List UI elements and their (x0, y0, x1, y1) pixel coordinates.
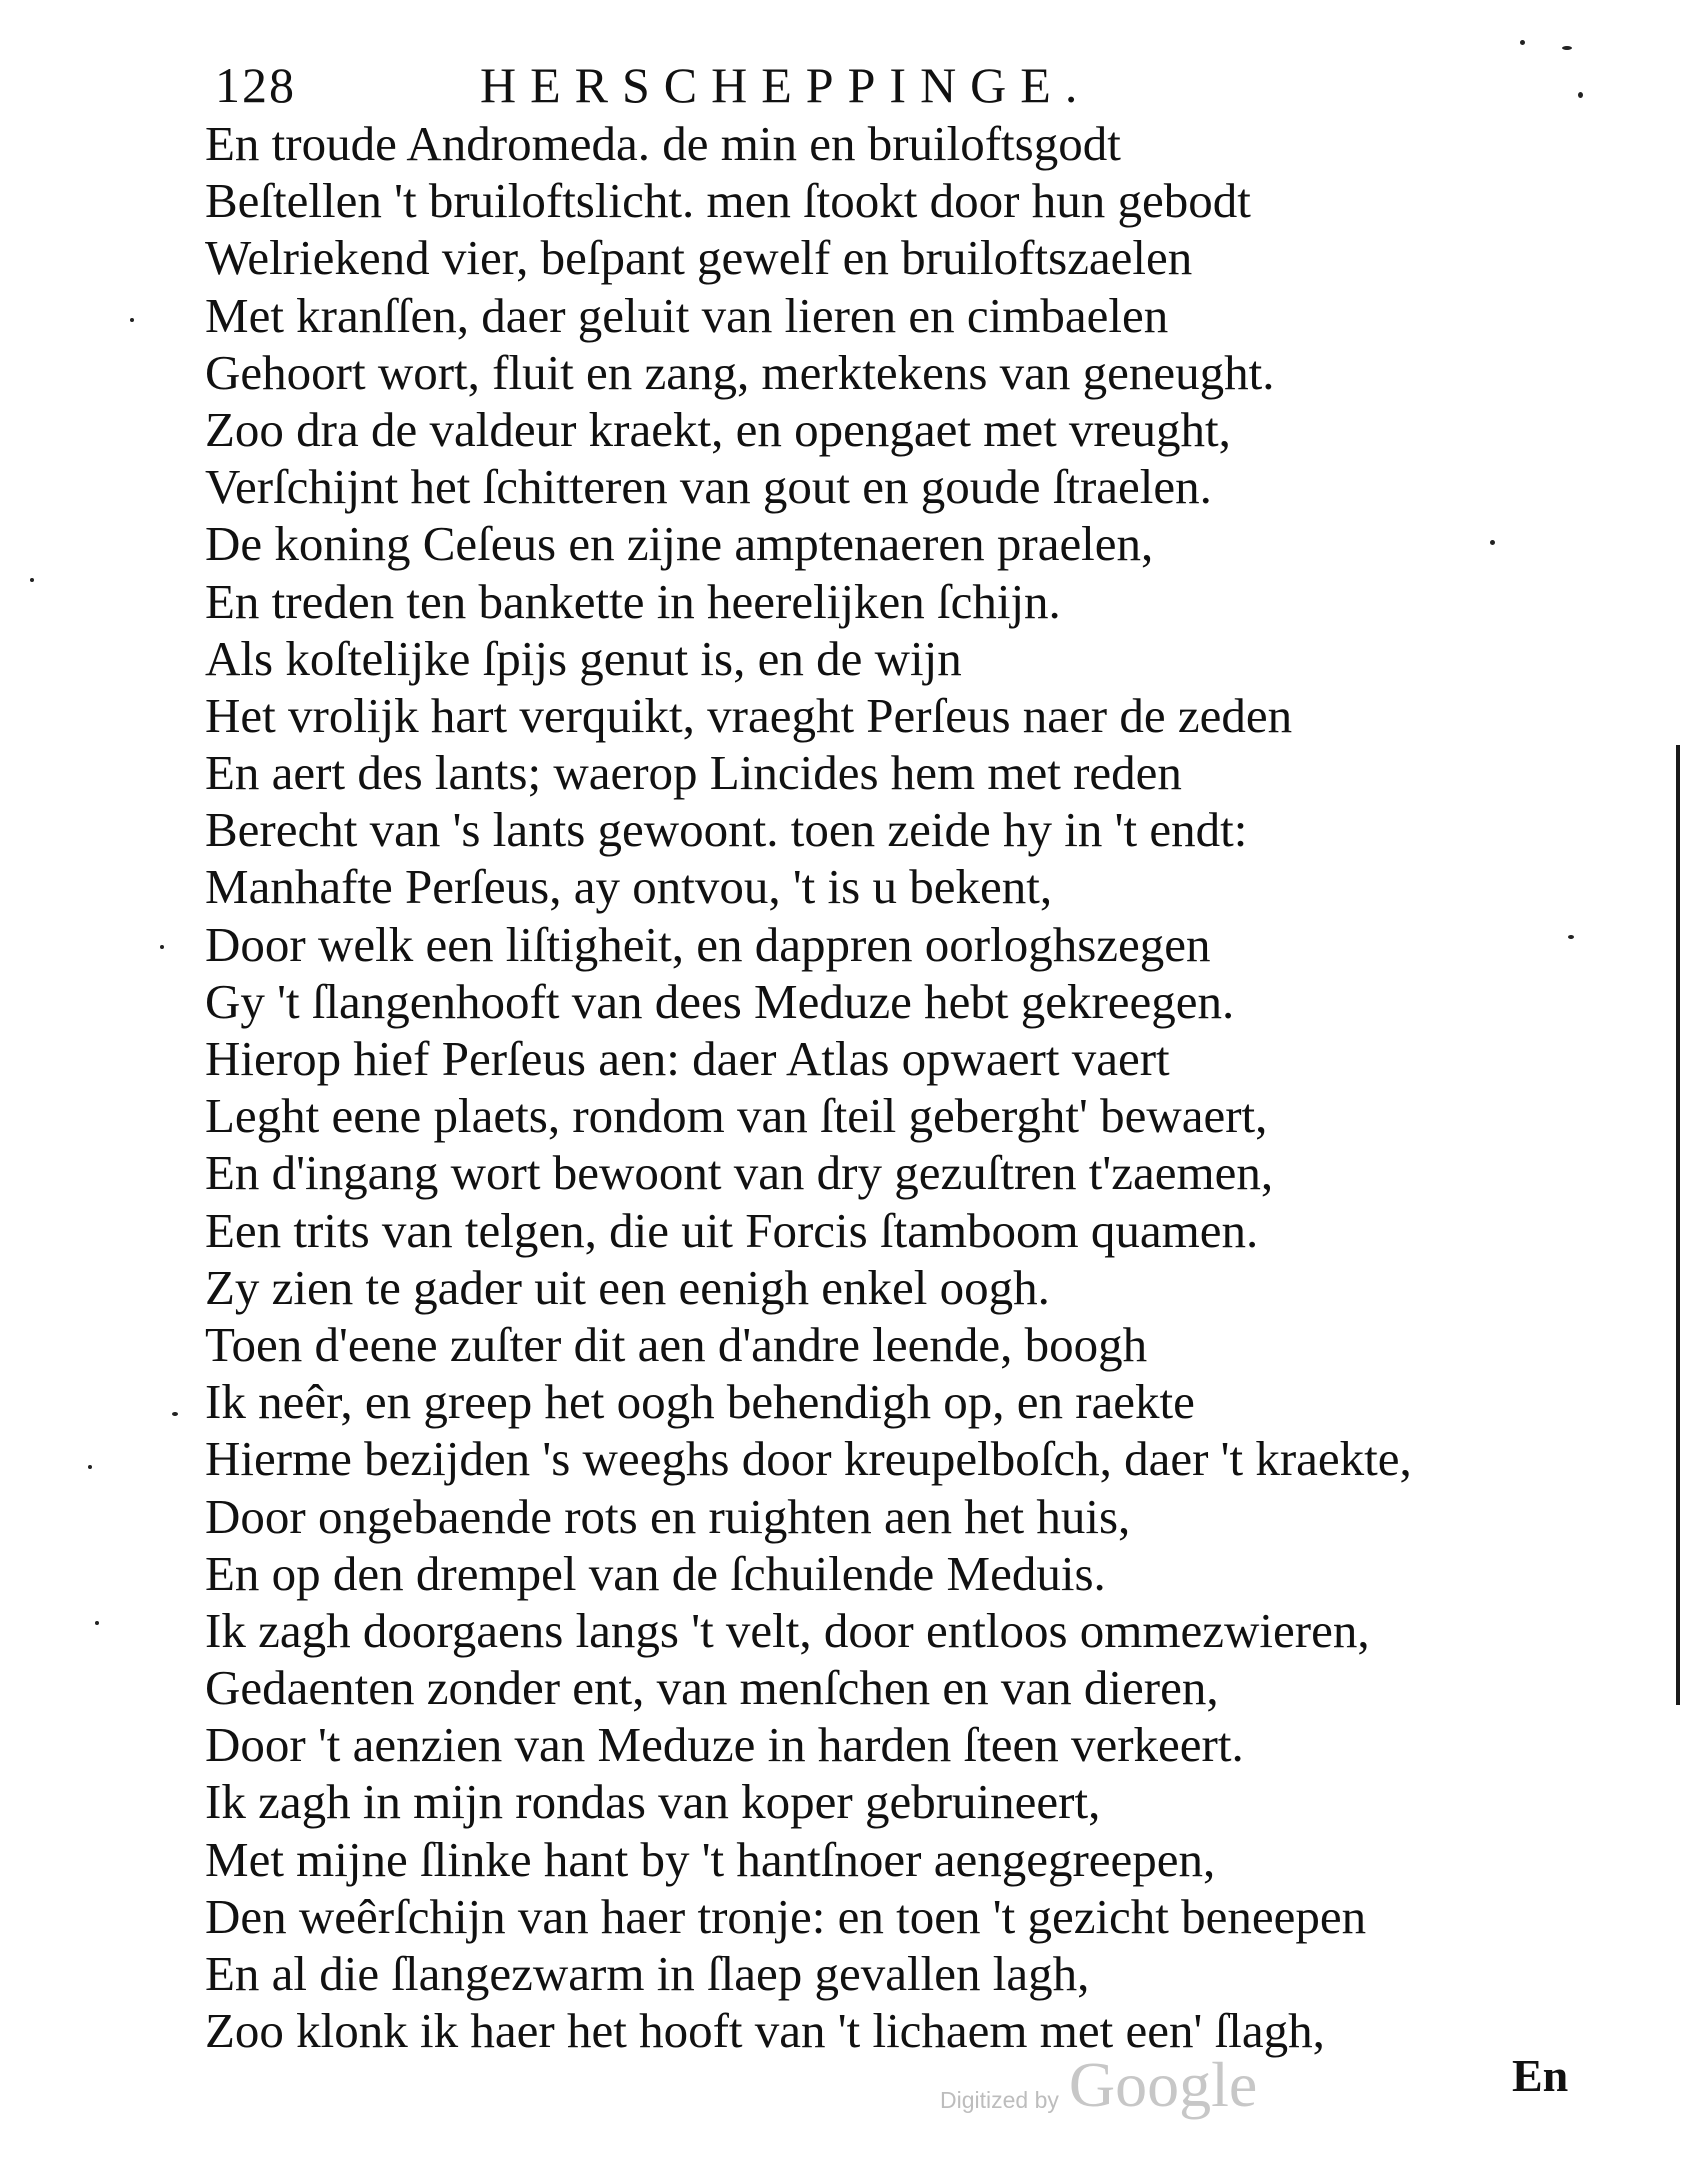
verse-line: Verſchijnt het ſchitteren van gout en goude ſtraelen. (205, 459, 1212, 515)
page-edge-shadow (1676, 745, 1680, 1705)
verse-line: Met mijne ſlinke hant by 't hantſnoer aengegreepen, (205, 1831, 1216, 1887)
verse-line: Hierop hief Perſeus aen: daer Atlas opwaert vaert (205, 1031, 1170, 1086)
verse-line: Hierme bezijden 's weeghs door kreupelboſch, daer 't kraekte, (205, 1431, 1412, 1487)
digitized-by-google-watermark (940, 2050, 1257, 2120)
print-speck (1520, 40, 1525, 45)
verse-line: Manhafte Perſeus, ay ontvou, 't is u bekent, (205, 859, 1053, 915)
verse-line: Ik zagh in mijn rondas van koper gebruineert, (205, 1774, 1101, 1830)
verse-line: En al die ſlangezwarm in ſlaep gevallen lagh, (205, 1946, 1090, 2001)
running-head: HERSCHEPPINGE. (480, 57, 1092, 113)
google-logo: Google (1068, 2049, 1258, 2120)
verse-line: Ik neêr, en greep het oogh behendigh op, en raekte (205, 1374, 1195, 1430)
verse-line: Gedaenten zonder ent, van menſchen en van dieren, (205, 1660, 1219, 1716)
verse-line: En op den drempel van de ſchuilende Meduis. (205, 1545, 1106, 1601)
verse-line: Door ongebaende rots en ruighten aen het huis, (205, 1488, 1131, 1544)
verse-line: Beſtellen 't bruiloftslicht. men ſtookt door hun gebodt (205, 173, 1251, 229)
print-speck (30, 578, 34, 582)
verse-line: Door 't aenzien van Meduze in harden ſteen verkeert. (205, 1717, 1244, 1773)
verse-line: En troude Andromeda. de min en bruiloftsgodt (205, 116, 1121, 171)
print-speck (160, 945, 164, 949)
verse-line: Den weêrſchijn van haer tronje: en toen 't gezicht beneepen (205, 1888, 1367, 1944)
verse-line: Een trits van telgen, die uit Forcis ſtamboom quamen. (205, 1202, 1259, 1258)
watermark-prefix: Digitized by (940, 2087, 1059, 2113)
verse-line: De koning Ceſeus en zijne amptenaeren praelen, (205, 516, 1154, 572)
print-speck (1562, 46, 1572, 50)
verse-line: Ik zagh doorgaens langs 't velt, door entloos ommezwieren, (205, 1602, 1370, 1658)
verse-line: Gehoort wort, fluit en zang, merktekens van geneught. (205, 344, 1275, 400)
verse-line: Toen d'eene zuſter dit aen d'andre leende, boogh (205, 1316, 1148, 1372)
print-speck (88, 1465, 92, 1469)
print-speck (172, 1412, 178, 1416)
print-speck (1578, 92, 1583, 98)
catchword: En (1512, 2050, 1569, 2101)
page-header (215, 52, 1335, 118)
verse-line: Zy zien te gader uit een eenigh enkel oogh. (205, 1259, 1050, 1315)
verse-line: En aert des lants; waerop Lincides hem met reden (205, 745, 1182, 801)
verse-line: Welriekend vier, beſpant gewelf en bruiloftszaelen (205, 230, 1193, 286)
verse-line: Het vrolijk hart verquikt, vraeght Perſeus naer de zeden (205, 687, 1293, 743)
page-number: 128 (215, 57, 296, 113)
print-speck (1568, 935, 1574, 939)
verse-line: Zoo dra de valdeur kraekt, en opengaet met vreught, (205, 401, 1231, 457)
print-speck (1490, 540, 1495, 545)
verse-line: Berecht van 's lants gewoont. toen zeide hy in 't endt: (205, 802, 1248, 858)
verse-block (205, 115, 1605, 2059)
print-speck (130, 318, 134, 322)
verse-line: Leght eene plaets, rondom van ſteil geberght' bewaert, (205, 1088, 1268, 1144)
verse-line: Gy 't ſlangenhooft van dees Meduze hebt gekreegen. (205, 973, 1235, 1029)
verse-line: Zoo klonk ik haer het hooft van 't lichaem met een' ſlagh, (205, 2003, 1325, 2059)
verse-line: En treden ten bankette in heerelijken ſchijn. (205, 573, 1061, 629)
verse-line: En d'ingang wort bewoont van dry gezuſtren t'zaemen, (205, 1145, 1274, 1201)
verse-line: Met kranſſen, daer geluit van lieren en cimbaelen (205, 287, 1169, 343)
print-speck (95, 1621, 99, 1625)
verse-line: Als koſtelijke ſpijs genut is, en de wijn (205, 630, 962, 686)
verse-line: Door welk een liſtigheit, en dappren oorloghszegen (205, 916, 1211, 972)
